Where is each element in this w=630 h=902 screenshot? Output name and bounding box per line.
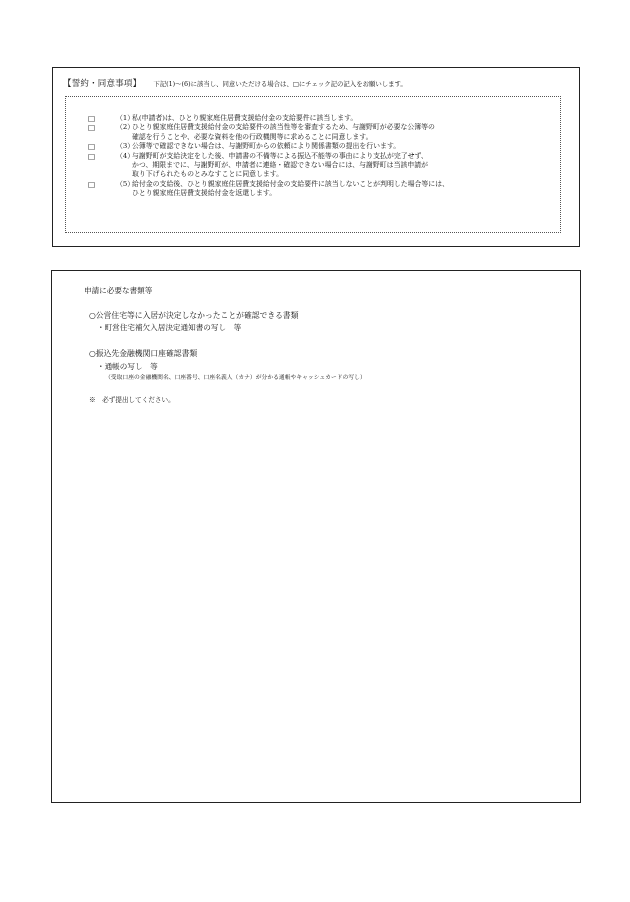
agreement-item-text	[132, 142, 400, 151]
documents-section2-note: （受取口座の金融機関名、口座番号、口座名義人（カナ）が分かる通帳やキャッシュカードの写し）	[105, 375, 366, 381]
agreement-item-text	[132, 152, 428, 180]
agreement-checkbox[interactable]: □	[88, 151, 96, 161]
agreement-item	[66, 180, 562, 199]
required-documents-box	[51, 270, 581, 803]
agreement-item	[66, 142, 562, 151]
agreement-item-line: ひとり親家庭住居費支援給付金を返還します。	[132, 189, 277, 198]
documents-section1-item: ・町営住宅補欠入居決定通知書の写し 等	[97, 323, 242, 332]
documents-section1-heading: ○公営住宅等に入居が決定しなかったことが確認できる書類	[89, 311, 299, 320]
agreement-heading: 【誓約・同意事項】	[63, 79, 142, 89]
agreement-item	[66, 152, 562, 180]
agreement-checkbox[interactable]: □	[88, 114, 96, 123]
agreement-item-line: 確認を行うことや、必要な資料を他の行政機関等に求めることに同意します。	[132, 132, 373, 141]
agreement-item-text	[132, 114, 357, 123]
agreement-item	[66, 123, 562, 142]
agreement-item-line: かつ、期限までに、与謝野町が、申請者に連絡・確認できない場合には、与謝野町は当該申請が	[132, 160, 429, 169]
agreement-item-number: （5）	[116, 179, 135, 188]
agreement-items-frame	[65, 96, 561, 233]
agreement-item	[66, 114, 562, 123]
agreement-header	[63, 77, 407, 89]
agreement-item-text	[132, 180, 449, 199]
documents-section2-heading: ○振込先金融機関口座確認書類	[89, 349, 198, 358]
agreement-item-number: （2）	[116, 123, 135, 132]
documents-title: 申請に必要な書類等	[84, 286, 153, 295]
agreement-box	[52, 67, 580, 247]
agreement-item-line: ひとり親家庭住居費支援給付金の支給要件の該当性等を審査するため、与謝野町が必要な公簿等の	[132, 123, 435, 132]
agreement-item-line: 給付金の支給後、ひとり親家庭住居費支援給付金の支給要件に該当しないことが判明した場合等には、	[132, 179, 449, 188]
documents-section2-item: ・通帳の写し 等	[97, 362, 158, 371]
documents-footnote: ※ 必ず提出してください。	[89, 396, 175, 404]
agreement-item-line: 公簿等で確認できない場合は、与謝野町からの依頼により関係書類の提出を行います。	[132, 142, 401, 151]
agreement-item-line: 私(申請者)は、ひとり親家庭住居費支援給付金の支給要件に該当します。	[132, 114, 358, 122]
agreement-item-number: （1）	[116, 114, 135, 122]
agreement-checkbox[interactable]: □	[88, 142, 96, 152]
agreement-item-number: （4）	[116, 151, 135, 160]
agreement-item-text	[132, 123, 435, 142]
agreement-checkbox[interactable]: □	[88, 179, 96, 189]
agreement-item-number: （3）	[116, 142, 135, 151]
agreement-items-list	[66, 114, 562, 199]
agreement-item-line: 与謝野町が支給決定をした後、申請書の不備等による振込不能等の事由により支払が完了せず、	[132, 151, 428, 160]
agreement-instruction: 下記(1)～(6)に該当し、同意いただける場合は、□にチェック記の記入をお願いします。	[153, 80, 407, 88]
agreement-checkbox[interactable]: □	[88, 123, 96, 133]
agreement-item-line: 取り下げられたものとみなすことに同意します。	[132, 170, 284, 179]
